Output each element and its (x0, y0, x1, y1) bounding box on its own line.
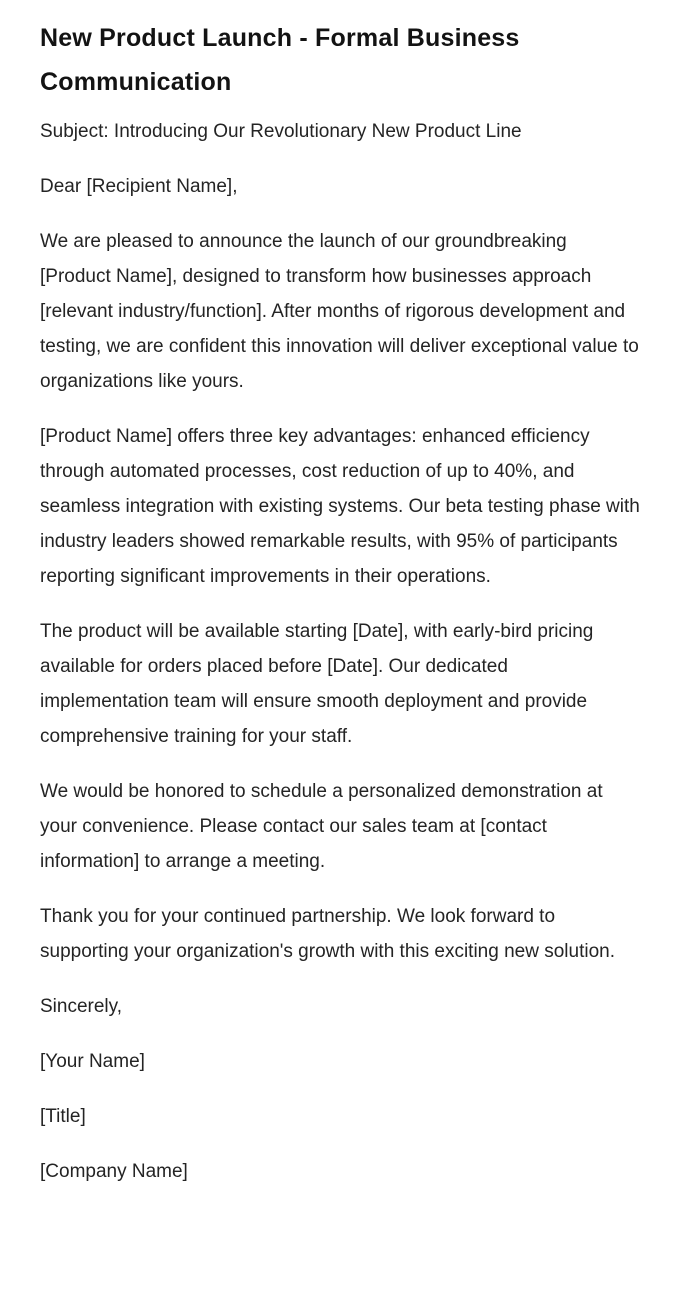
signature-your-name: [Your Name] (40, 1051, 145, 1072)
page-title: New Product Launch - Formal Business Communication (40, 24, 520, 96)
closing: Sincerely, (40, 996, 123, 1017)
signature-title: [Title] (40, 1106, 86, 1127)
body-paragraph-advantages: [Product Name] offers three key advantages: enhanced efficiency through automated processes, cost reduction of up to 40%, and seamless integration with existing systems. Our beta testing phase with industry leaders showed remarkable results, with 95% of participants reporting significant improvements in their operations. (40, 426, 640, 587)
body-paragraph-announcement: We are pleased to announce the launch of our groundbreaking [Product Name], designed to transform how businesses approach [relevant industry/function]. After months of rigorous development and testing, we are confident this innovation will deliver exceptional value to organizations like yours. (40, 231, 639, 392)
body-paragraph-demonstration: We would be honored to schedule a personalized demonstration at your convenience. Please contact our sales team at [contact information] to arrange a meeting. (40, 781, 603, 872)
salutation: Dear [Recipient Name], (40, 176, 238, 197)
body-paragraph-availability: The product will be available starting [Date], with early-bird pricing available for orders placed before [Date]. Our dedicated implementation team will ensure smooth deployment and provide comprehensive training for your staff. (40, 621, 594, 747)
body-paragraph-thanks: Thank you for your continued partnership. We look forward to supporting your organization's growth with this exciting new solution. (40, 906, 615, 962)
signature-company-name: [Company Name] (40, 1161, 188, 1182)
subject-line: Subject: Introducing Our Revolutionary New Product Line (40, 121, 522, 142)
